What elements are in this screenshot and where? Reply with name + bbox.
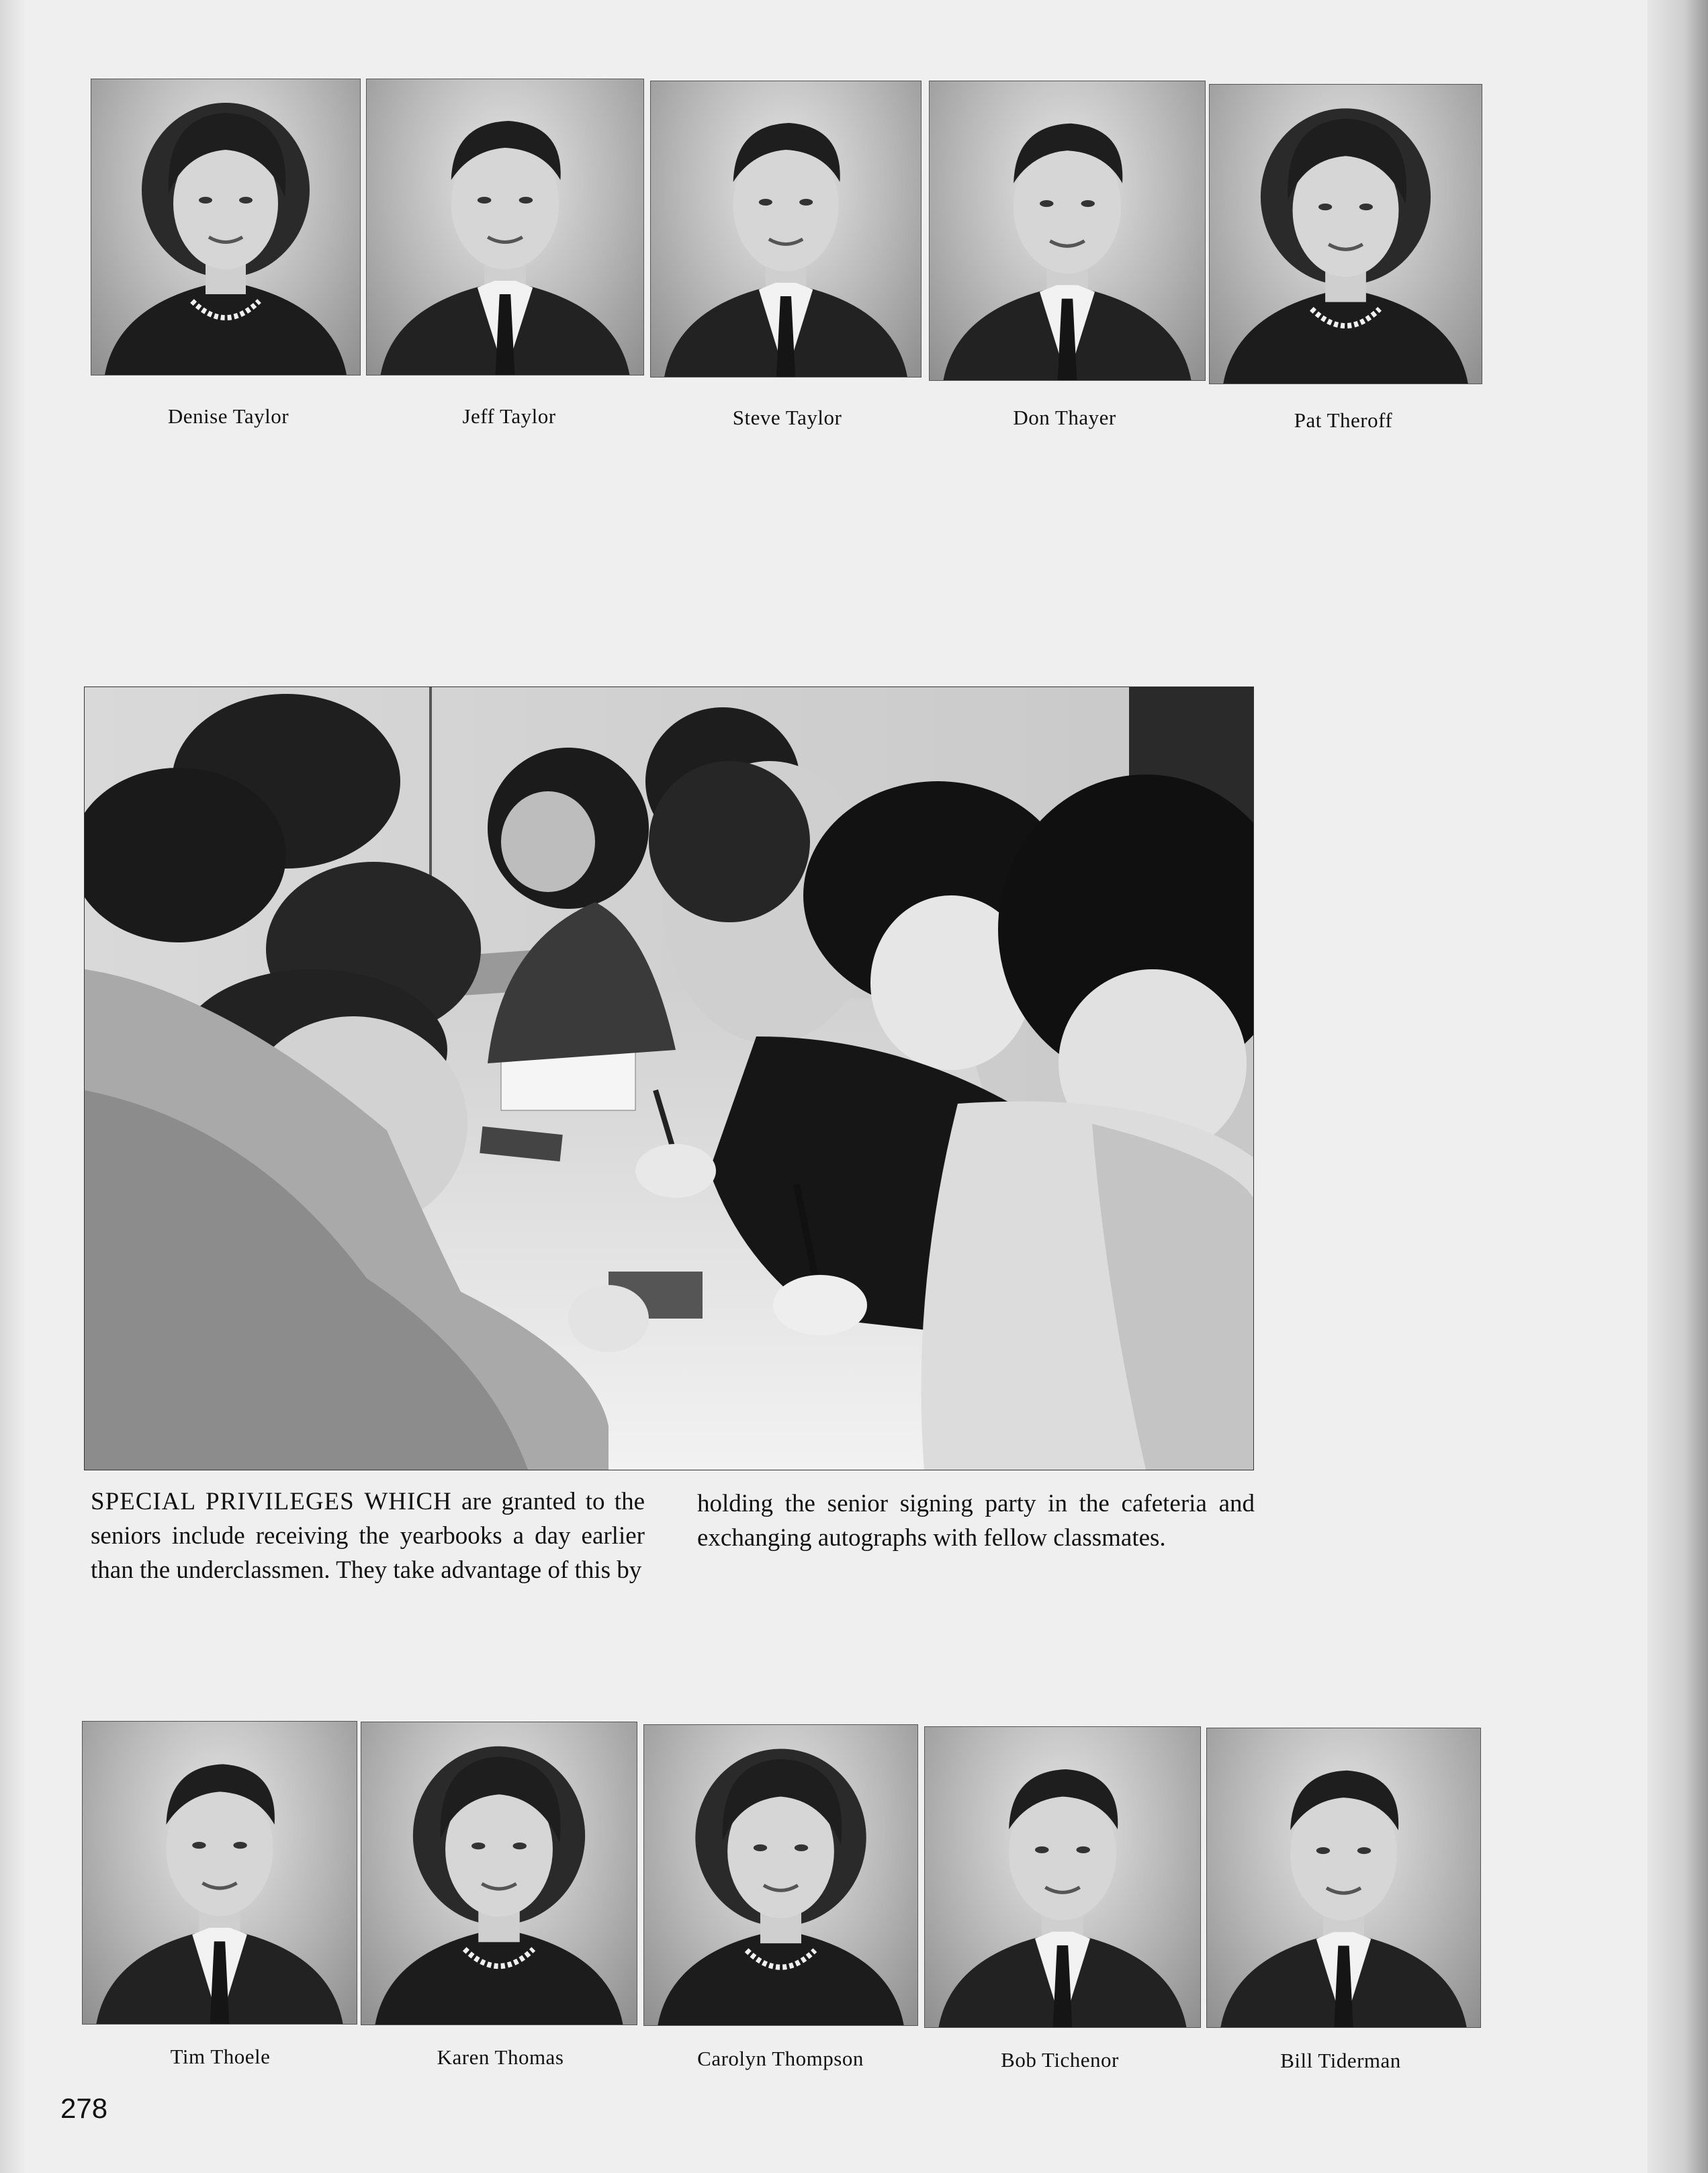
portrait-silhouette — [925, 1727, 1200, 2027]
portrait-photo — [929, 81, 1206, 381]
portrait-silhouette — [644, 1725, 917, 2025]
portrait-silhouette — [930, 81, 1205, 380]
caption-right-column — [697, 1487, 1255, 1555]
student-name: Tim Thoele — [170, 2045, 271, 2068]
student-name: Don Thayer — [1013, 406, 1116, 429]
portrait-silhouette — [83, 1722, 357, 2024]
portrait-photo — [361, 1722, 637, 2025]
page-number: 278 — [60, 2092, 108, 2124]
page-gutter-shadow — [0, 0, 27, 2173]
portrait-silhouette — [1207, 1728, 1480, 2027]
caption-right-text: holding the senior signing party in the cafeteria and exchanging autographs with fellow classmates. — [697, 1490, 1255, 1552]
portrait-photo — [1206, 1728, 1481, 2028]
portrait-photo — [643, 1724, 918, 2026]
student-name: Karen Thomas — [437, 2045, 564, 2069]
student-name: Bill Tiderman — [1280, 2049, 1401, 2072]
student-name: Denise Taylor — [167, 404, 289, 428]
caption-left-column — [91, 1484, 645, 1587]
portrait-silhouette — [367, 79, 643, 375]
caption-lead: SPECIAL PRIVILEGES WHICH — [91, 1488, 452, 1515]
student-name: Steve Taylor — [732, 406, 842, 429]
portrait-silhouette — [361, 1722, 637, 2025]
portrait-silhouette — [91, 79, 360, 375]
portrait-silhouette — [1210, 85, 1482, 384]
portrait-silhouette — [651, 81, 921, 377]
page-edge-shadow — [1648, 0, 1708, 2173]
portrait-photo — [366, 79, 644, 375]
student-name: Carolyn Thompson — [697, 2047, 864, 2070]
portrait-photo — [1209, 84, 1482, 384]
student-name: Jeff Taylor — [462, 404, 556, 428]
portrait-photo — [924, 1726, 1201, 2028]
portrait-photo — [82, 1721, 357, 2025]
student-name: Bob Tichenor — [1001, 2048, 1119, 2072]
portrait-photo — [650, 81, 922, 378]
portrait-photo — [91, 79, 361, 375]
signing-party-photo — [84, 686, 1254, 1470]
student-name: Pat Theroff — [1294, 408, 1393, 432]
caption-left-text: are granted to the seniors include receiving the yearbooks a day earlier than the underclassmen. They take advantage of this by — [91, 1488, 645, 1584]
